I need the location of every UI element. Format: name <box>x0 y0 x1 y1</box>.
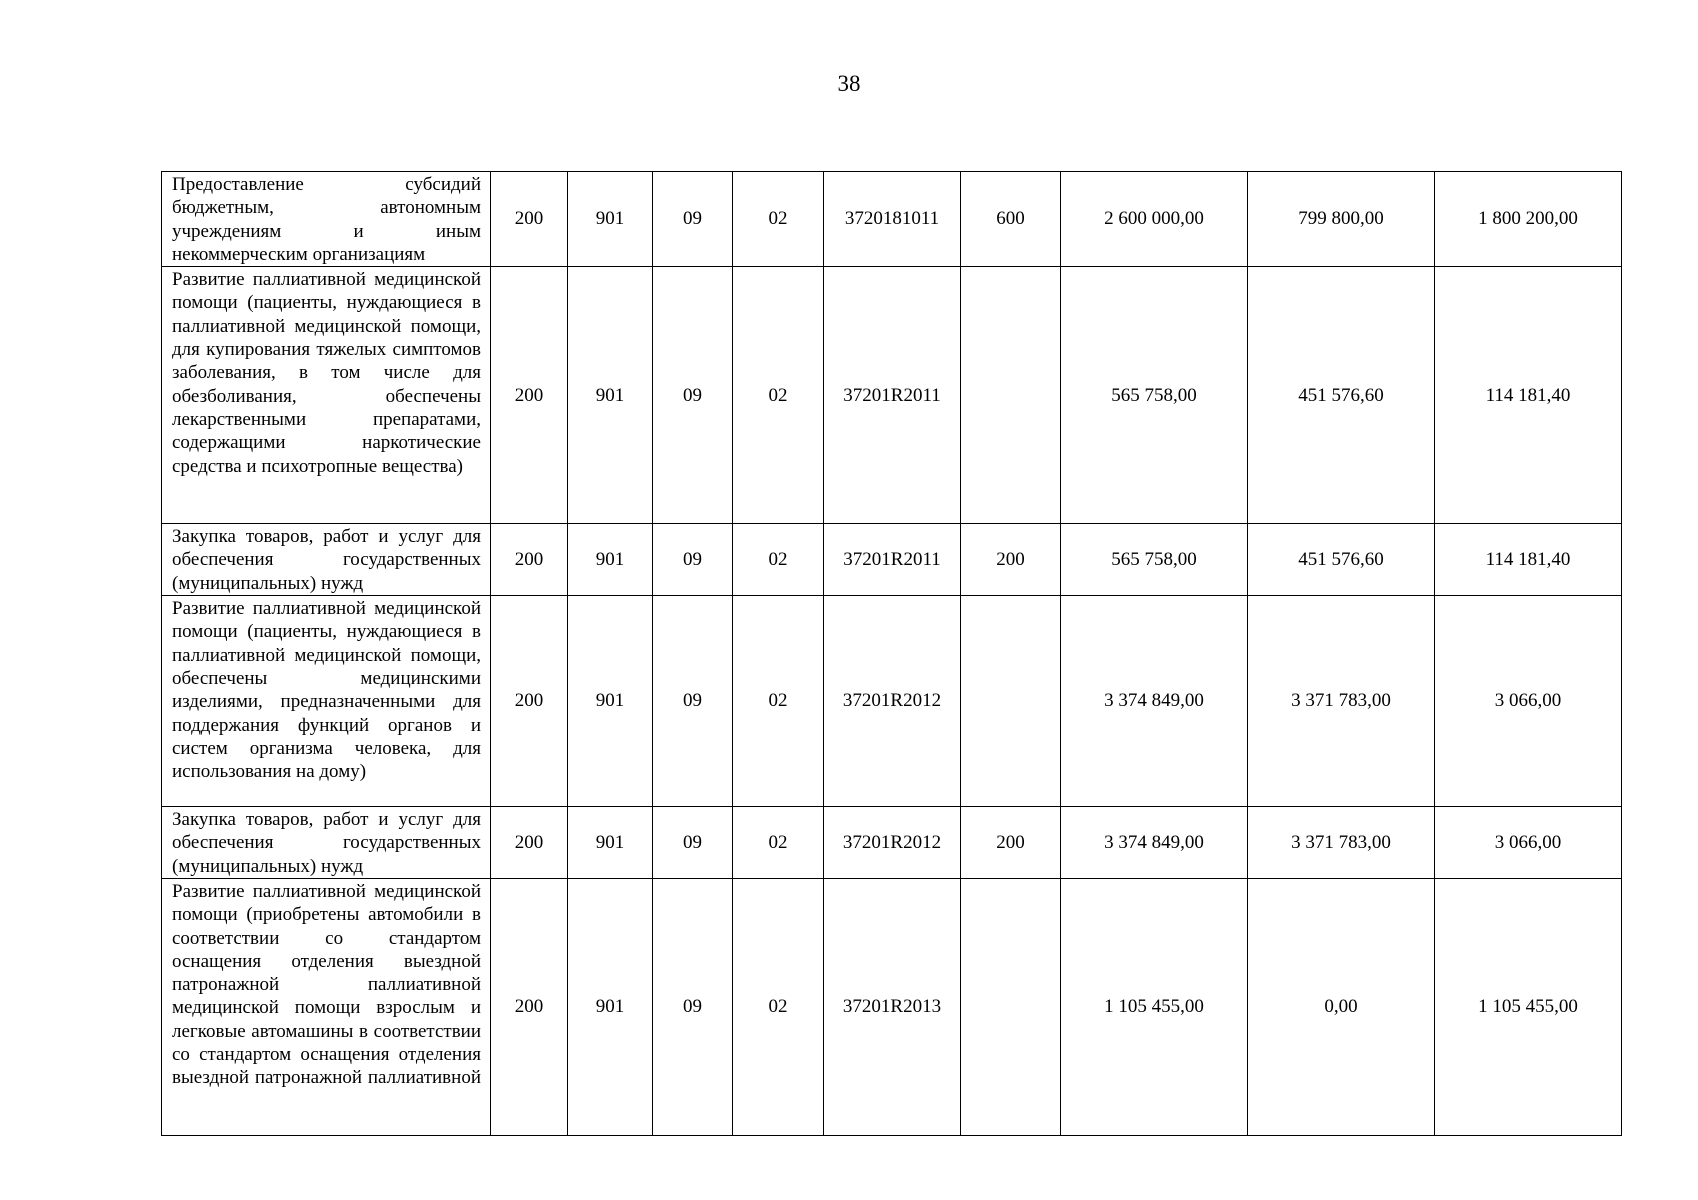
table-row <box>162 524 1622 596</box>
amount-total-cell: 1 105 455,00 <box>1061 878 1248 1135</box>
target-article-cell: 37201R2013 <box>824 878 961 1135</box>
expense-type-cell: 600 <box>961 172 1061 267</box>
table-row <box>162 267 1622 524</box>
code2-cell: 901 <box>568 172 653 267</box>
expense-type-cell <box>961 878 1061 1135</box>
code1-cell: 200 <box>491 172 568 267</box>
subsection-cell: 02 <box>733 878 824 1135</box>
amount-executed-cell: 0,00 <box>1248 878 1435 1135</box>
code2-cell: 901 <box>568 524 653 596</box>
expense-type-cell: 200 <box>961 807 1061 879</box>
table-row <box>162 807 1622 879</box>
expense-type-cell <box>961 596 1061 807</box>
code1-cell: 200 <box>491 524 568 596</box>
code1-cell: 200 <box>491 267 568 524</box>
subsection-cell: 02 <box>733 596 824 807</box>
subsection-cell: 02 <box>733 172 824 267</box>
row-name-cell: Развитие паллиативной медицинской помощи (пациенты, нуждающиеся в паллиативной медицинской помощи, обеспечены медицинскими изделиями, предназначенными для поддержания функций органов и систем организма человека, для использования на дому) <box>162 596 491 807</box>
expense-type-cell: 200 <box>961 524 1061 596</box>
code2-cell: 901 <box>568 596 653 807</box>
amount-executed-cell: 451 576,60 <box>1248 267 1435 524</box>
section-cell: 09 <box>653 596 733 807</box>
amount-remaining-cell: 114 181,40 <box>1435 524 1622 596</box>
table-row <box>162 878 1622 1135</box>
code1-cell: 200 <box>491 878 568 1135</box>
amount-total-cell: 565 758,00 <box>1061 267 1248 524</box>
amount-total-cell: 565 758,00 <box>1061 524 1248 596</box>
amount-executed-cell: 799 800,00 <box>1248 172 1435 267</box>
page-number: 38 <box>837 71 861 96</box>
table-row <box>162 172 1622 267</box>
section-cell: 09 <box>653 172 733 267</box>
row-name-cell: Закупка товаров, работ и услуг для обеспечения государственных (муниципальных) нужд <box>162 807 491 879</box>
amount-remaining-cell: 3 066,00 <box>1435 807 1622 879</box>
amount-total-cell: 3 374 849,00 <box>1061 807 1248 879</box>
code2-cell: 901 <box>568 878 653 1135</box>
expense-type-cell <box>961 267 1061 524</box>
target-article-cell: 37201R2012 <box>824 807 961 879</box>
amount-remaining-cell: 1 105 455,00 <box>1435 878 1622 1135</box>
subsection-cell: 02 <box>733 524 824 596</box>
section-cell: 09 <box>653 524 733 596</box>
section-cell: 09 <box>653 878 733 1135</box>
row-name-cell: Развитие паллиативной медицинской помощи (приобретены автомобили в соответствии со стандартом оснащения отделения выездной патронажной паллиативной медицинской помощи взрослым и легковые автомашины в соответствии со стандартом оснащения отделения выездной патронажной паллиативной <box>162 878 491 1135</box>
row-name-cell: Развитие паллиативной медицинской помощи (пациенты, нуждающиеся в паллиативной медицинской помощи, для купирования тяжелых симптомов заболевания, в том числе для обезболивания, обеспечены лекарственными препаратами, содержащими наркотические средства и психотропные вещества) <box>162 267 491 524</box>
amount-remaining-cell: 3 066,00 <box>1435 596 1622 807</box>
amount-remaining-cell: 114 181,40 <box>1435 267 1622 524</box>
target-article-cell: 37201R2012 <box>824 596 961 807</box>
subsection-cell: 02 <box>733 267 824 524</box>
code1-cell: 200 <box>491 807 568 879</box>
code1-cell: 200 <box>491 596 568 807</box>
amount-total-cell: 2 600 000,00 <box>1061 172 1248 267</box>
amount-total-cell: 3 374 849,00 <box>1061 596 1248 807</box>
amount-executed-cell: 3 371 783,00 <box>1248 807 1435 879</box>
target-article-cell: 3720181011 <box>824 172 961 267</box>
amount-executed-cell: 3 371 783,00 <box>1248 596 1435 807</box>
section-cell: 09 <box>653 807 733 879</box>
table-row <box>162 596 1622 807</box>
subsection-cell: 02 <box>733 807 824 879</box>
budget-table <box>161 171 1622 1136</box>
row-name-cell: Предоставление субсидий бюджетным, автономным учреждениям и иным некоммерческим организациям <box>162 172 491 267</box>
target-article-cell: 37201R2011 <box>824 267 961 524</box>
code2-cell: 901 <box>568 267 653 524</box>
amount-remaining-cell: 1 800 200,00 <box>1435 172 1622 267</box>
target-article-cell: 37201R2011 <box>824 524 961 596</box>
row-name-cell: Закупка товаров, работ и услуг для обеспечения государственных (муниципальных) нужд <box>162 524 491 596</box>
amount-executed-cell: 451 576,60 <box>1248 524 1435 596</box>
section-cell: 09 <box>653 267 733 524</box>
code2-cell: 901 <box>568 807 653 879</box>
